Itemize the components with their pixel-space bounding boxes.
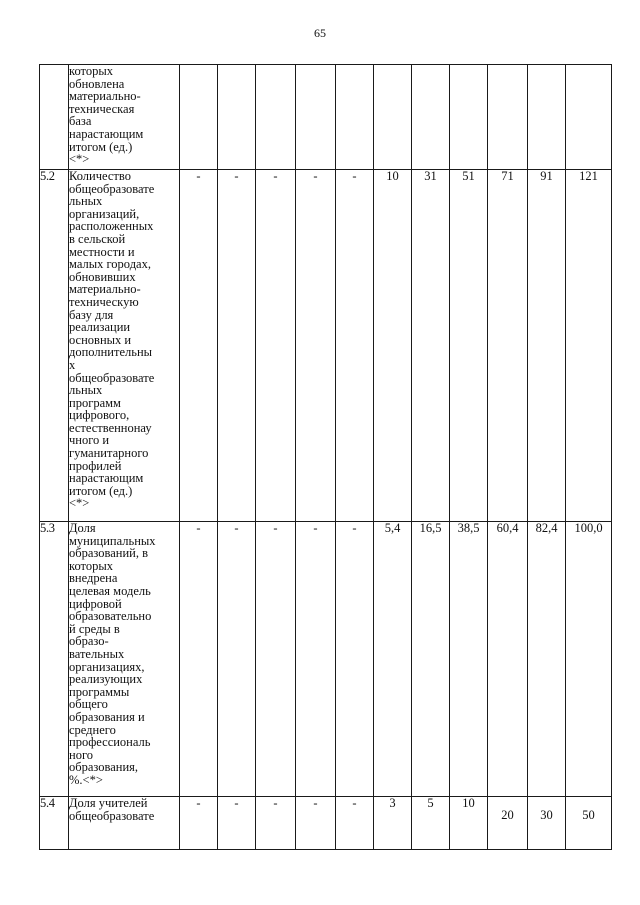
value-cell: -	[180, 170, 218, 522]
value-cell	[374, 65, 412, 170]
row-number: 5.2	[40, 170, 69, 522]
indicator-description	[69, 522, 180, 797]
value-cell: -	[256, 522, 296, 797]
value-cell: 10	[450, 797, 488, 850]
description-line: Доля учителей	[69, 796, 148, 810]
value-cell: 5	[412, 797, 450, 850]
description-line: цифровой	[69, 596, 122, 611]
indicator-table	[39, 64, 612, 850]
value-cell	[450, 65, 488, 170]
value-cell: 38,5	[450, 522, 488, 797]
description-line: расположенных	[69, 219, 154, 234]
value-cell: -	[180, 797, 218, 850]
description-line: общеобразовате	[69, 370, 155, 385]
description-line: <*>	[69, 496, 90, 511]
value-cell	[412, 65, 450, 170]
value-cell: 3	[374, 797, 412, 850]
description-line: техническая	[69, 101, 135, 116]
row-number: 5.3	[40, 522, 69, 797]
table-row	[40, 170, 612, 522]
description-line: х	[69, 357, 76, 372]
description-line: в сельской	[69, 231, 126, 246]
value-cell: 50	[566, 797, 612, 850]
description-line: общеобразовате	[69, 808, 155, 823]
value-cell: 60,4	[488, 522, 528, 797]
description-line: обновлена	[69, 76, 125, 91]
description-line: чного и	[69, 433, 110, 448]
description-line: профессиональ	[69, 735, 151, 750]
description-line: внедрена	[69, 571, 118, 586]
description-line: льных	[69, 194, 103, 209]
description-line: ного	[69, 747, 94, 762]
description-line: образования и	[69, 709, 145, 724]
description-line: нарастающим	[69, 126, 144, 141]
table-row	[40, 797, 612, 850]
description-line: муниципальных	[69, 533, 156, 548]
description-line: естественнонау	[69, 420, 152, 435]
value-cell: -	[296, 522, 336, 797]
value-cell	[566, 65, 612, 170]
description-line: нарастающим	[69, 471, 144, 486]
description-line: Доля	[69, 521, 96, 535]
table-row	[40, 65, 612, 170]
description-line: программы	[69, 684, 130, 699]
description-line: среднего	[69, 722, 116, 737]
description-line: которых	[69, 558, 113, 573]
value-cell: 10	[374, 170, 412, 522]
description-line: база	[69, 114, 92, 129]
value-cell: 71	[488, 170, 528, 522]
value-cell: 20	[488, 797, 528, 850]
value-cell: -	[218, 797, 256, 850]
description-line: дополнительны	[69, 345, 153, 360]
value-cell: 51	[450, 170, 488, 522]
description-line: Количество	[69, 169, 131, 183]
value-cell: 91	[528, 170, 566, 522]
description-line: обновивших	[69, 269, 136, 284]
value-cell: 16,5	[412, 522, 450, 797]
description-line: образований, в	[69, 546, 149, 561]
value-cell: 100,0	[566, 522, 612, 797]
description-line: й среды в	[69, 621, 120, 636]
description-line: общего	[69, 697, 108, 712]
description-line: организаций,	[69, 206, 140, 221]
table-row	[40, 522, 612, 797]
value-cell	[488, 65, 528, 170]
description-line: основных и	[69, 332, 132, 347]
value-cell: -	[296, 797, 336, 850]
description-line: местности и	[69, 244, 135, 259]
value-cell: -	[256, 797, 296, 850]
value-cell: -	[218, 170, 256, 522]
value-cell: -	[336, 797, 374, 850]
value-cell: -	[336, 170, 374, 522]
description-line: вательных	[69, 646, 125, 661]
description-line: итогом (ед.)	[69, 483, 133, 498]
description-line: образо-	[69, 634, 109, 649]
description-line: программ	[69, 395, 121, 410]
page-number: 65	[314, 26, 326, 40]
description-line: гуманитарного	[69, 446, 149, 461]
value-cell: 31	[412, 170, 450, 522]
value-cell	[528, 65, 566, 170]
value-cell	[336, 65, 374, 170]
description-line: профилей	[69, 458, 122, 473]
description-line: которых	[69, 64, 113, 78]
value-cell	[180, 65, 218, 170]
description-line: образования,	[69, 760, 139, 775]
description-line: базу для	[69, 307, 114, 322]
description-line: материально-	[69, 89, 141, 104]
value-cell: 121	[566, 170, 612, 522]
value-cell	[296, 65, 336, 170]
description-line: техническую	[69, 294, 139, 309]
indicator-description	[69, 170, 180, 522]
row-number	[40, 65, 69, 170]
description-line: итогом (ед.)	[69, 139, 133, 154]
indicator-description	[69, 65, 180, 170]
value-cell: -	[218, 522, 256, 797]
description-line: льных	[69, 383, 103, 398]
description-line: реализации	[69, 320, 131, 335]
value-cell: -	[296, 170, 336, 522]
value-cell	[256, 65, 296, 170]
description-line: малых городах,	[69, 257, 151, 272]
value-cell	[218, 65, 256, 170]
description-line: целевая модель	[69, 583, 151, 598]
description-line: <*>	[69, 152, 90, 167]
description-line: материально-	[69, 282, 141, 297]
description-line: образовательно	[69, 609, 152, 624]
indicator-description	[69, 797, 180, 850]
value-cell: 30	[528, 797, 566, 850]
value-cell: -	[180, 522, 218, 797]
value-cell: 5,4	[374, 522, 412, 797]
description-line: цифрового,	[69, 408, 130, 423]
value-cell: 82,4	[528, 522, 566, 797]
description-line: общеобразовате	[69, 181, 155, 196]
value-cell: -	[336, 522, 374, 797]
row-number: 5.4	[40, 797, 69, 850]
description-line: реализующих	[69, 672, 143, 687]
description-line: %.<*>	[69, 772, 103, 787]
value-cell: -	[256, 170, 296, 522]
description-line: организациях,	[69, 659, 145, 674]
